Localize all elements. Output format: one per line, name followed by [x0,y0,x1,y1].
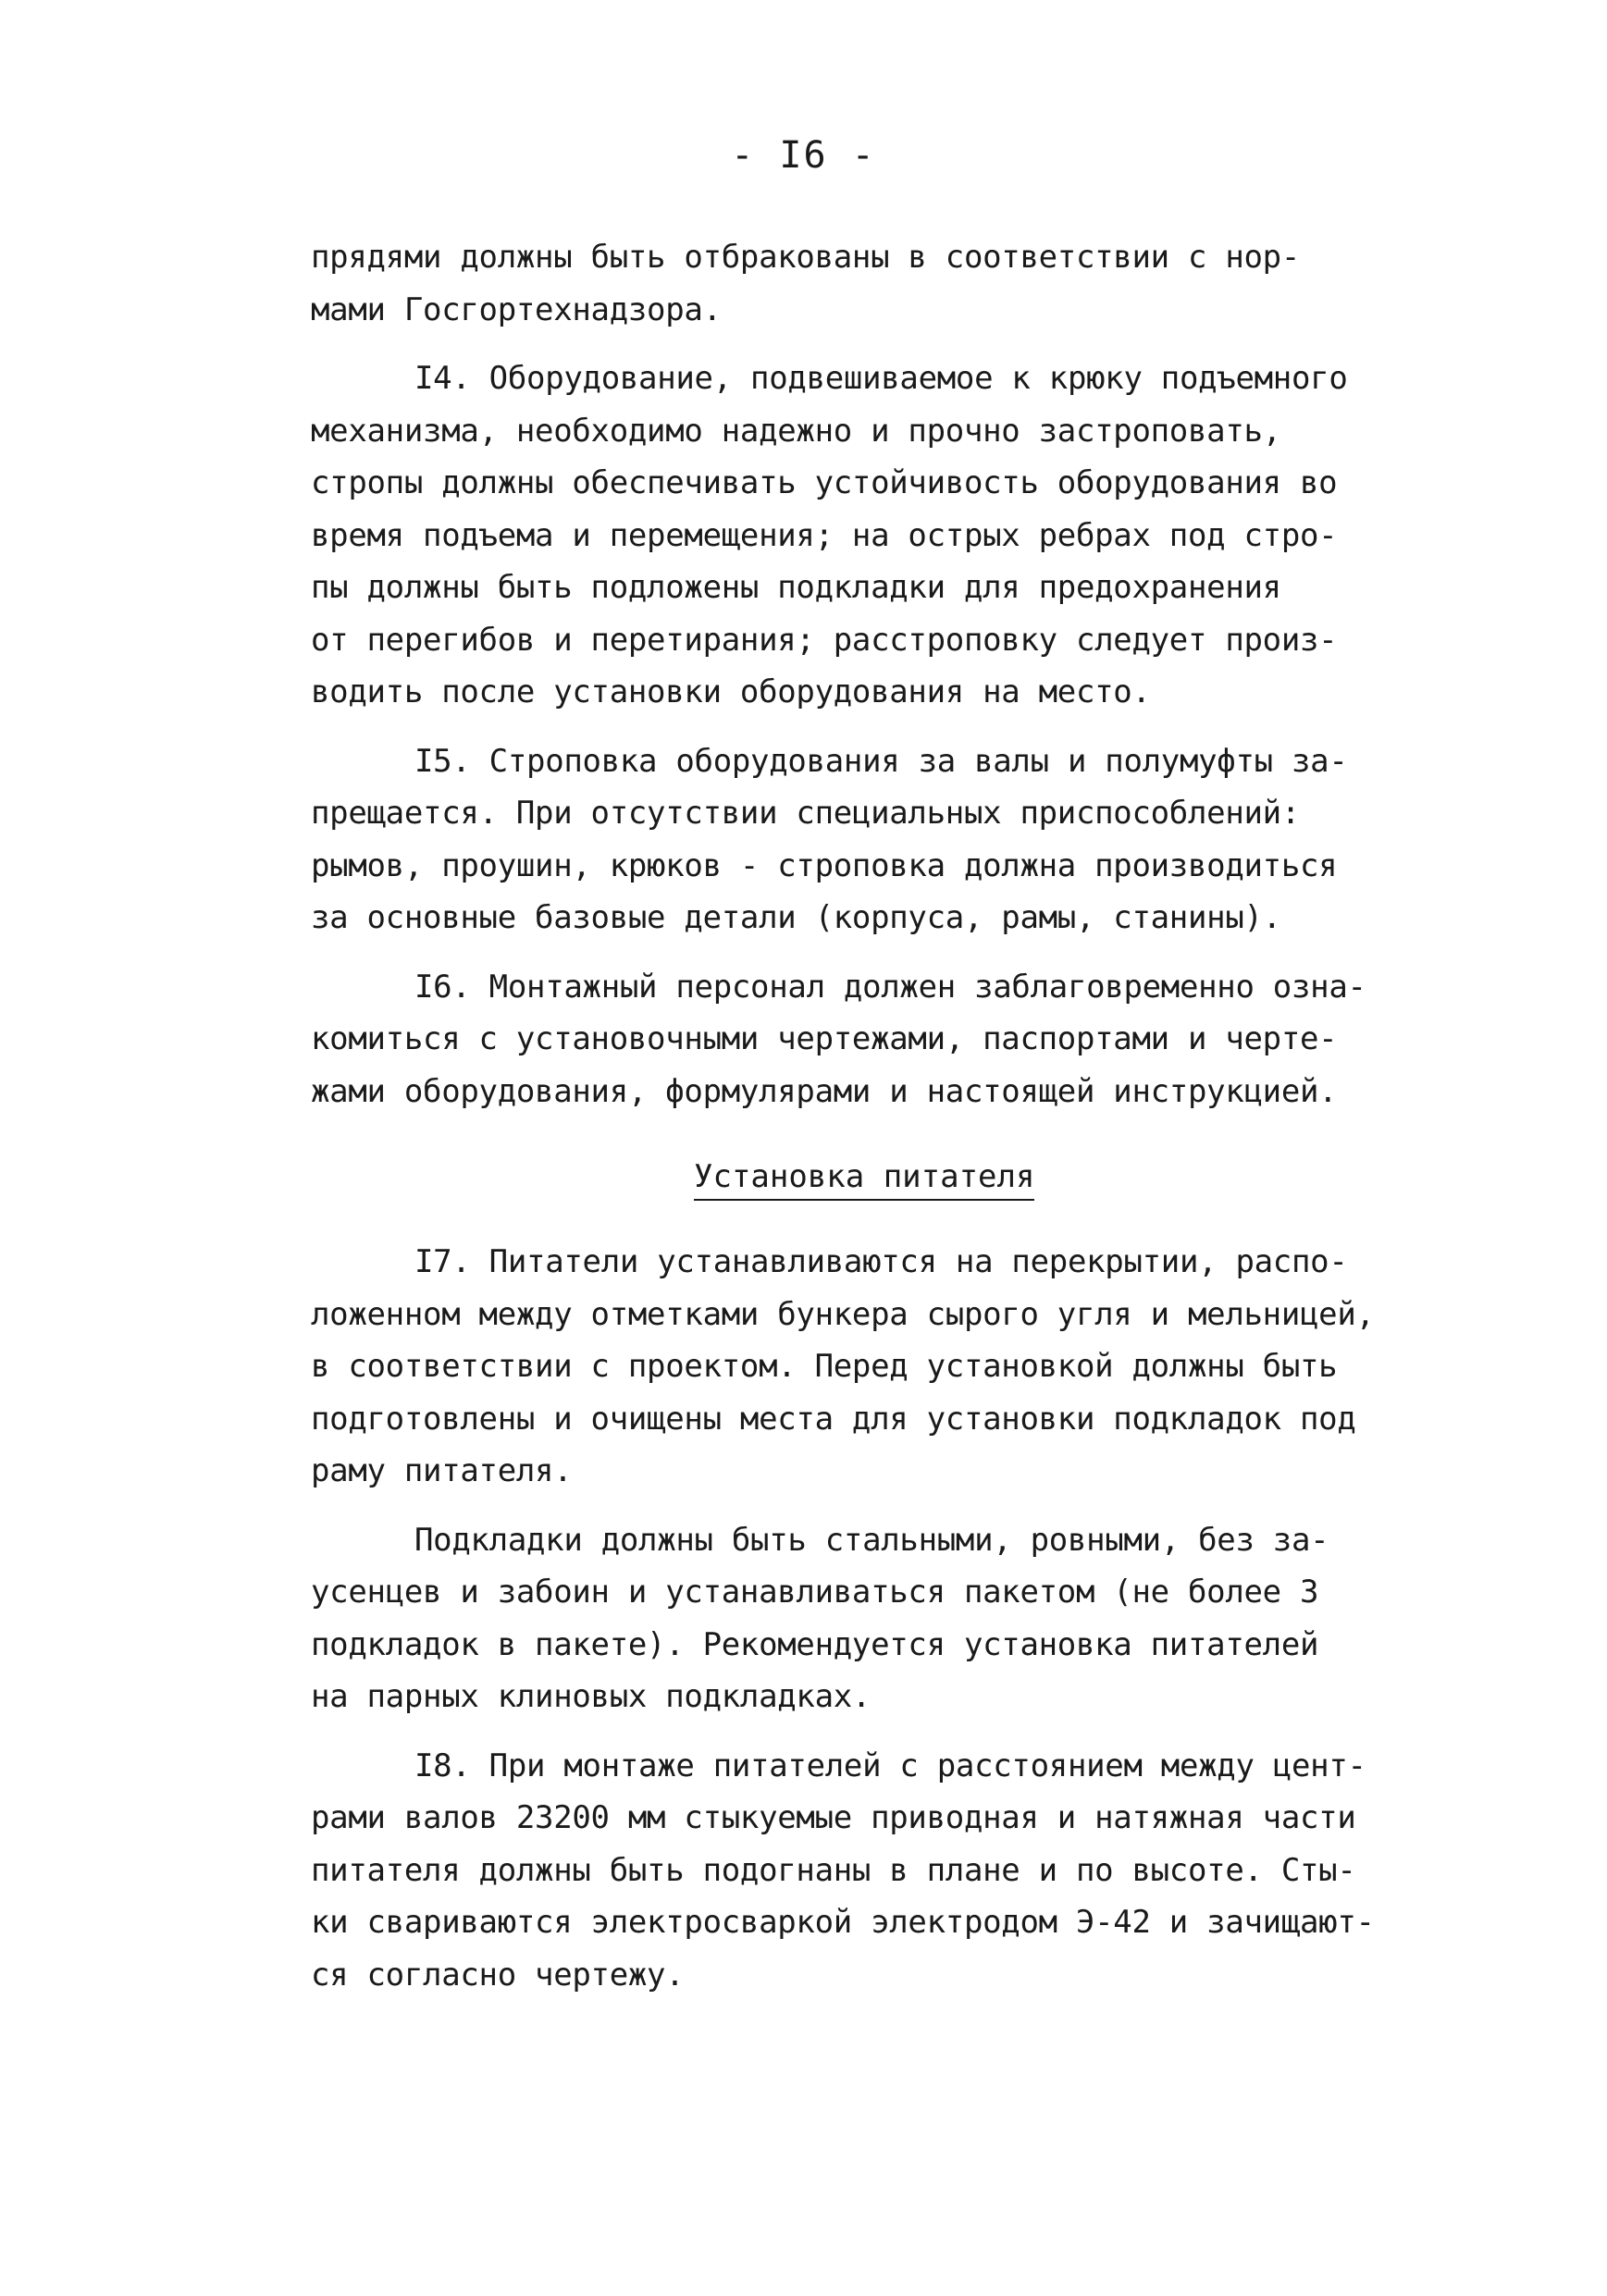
text-line: прещается. При отсутствии специальных приспособлений: [311,795,1300,832]
text-line: от перегибов и перетирания; расстроповку следует произ- [311,621,1338,659]
text-line: пы должны быть подложены подкладки для предохранения [311,569,1281,606]
text-line: механизма, необходимо надежно и прочно застроповать, [311,412,1281,450]
text-line: рами валов 23200 мм стыкуемые приводная и натяжная части [311,1799,1356,1836]
text-line: рымов, проушин, крюков - строповка должна производиться [311,846,1338,884]
page-number: - I6 - [731,134,876,177]
text-line: ложенном между отметками бункера сырого угля и мельницей, [311,1295,1375,1333]
text-line: в соответствии с проектом. Перед установкой должны быть [311,1348,1338,1385]
text-line: за основные базовые детали (корпуса, рамы, станины). [311,899,1281,936]
text-line: подготовлены и очищены места для установки подкладок под [311,1400,1356,1438]
text-line: I5. Строповка оборудования за валы и полумуфты за- [414,742,1348,780]
text-line: подкладок в пакете). Рекомендуется установка питателей [311,1625,1319,1663]
text-line: I7. Питатели устанавливаются на перекрытии, распо- [414,1243,1348,1280]
section-heading [311,1151,1514,1203]
text-line: прядями должны быть отбракованы в соответствии с нор- [311,239,1300,276]
section-heading-text: Установка питателя [694,1158,1034,1201]
text-line: I8. При монтаже питателей с расстоянием между цент- [414,1747,1366,1784]
text-line: усенцев и забоин и устанавливаться пакетом (не более 3 [311,1574,1319,1611]
text-line: I6. Монтажный персонал должен заблаговременно озна- [414,968,1366,1006]
text-line: комиться с установочными чертежами, паспортами и черте- [311,1020,1338,1057]
text-line: раму питателя. [311,1452,573,1489]
text-line: жами оборудования, формулярами и настоящей инструкцией. [311,1072,1338,1110]
text-line: ки свариваются электросваркой электродом Э-42 и зачищают- [311,1904,1375,1941]
document-body [311,231,1514,2001]
text-line: водить после установки оборудования на место. [311,673,1151,710]
text-line: на парных клиновых подкладках. [311,1678,871,1715]
text-line: ся согласно чертежу. [311,1956,685,1994]
text-line: питателя должны быть подогнаны в плане и по высоте. Сты- [311,1851,1356,1889]
text-line: I4. Оборудование, подвешиваемое к крюку подъемного [414,360,1348,397]
text-line: время подъема и перемещения; на острых ребрах под стро- [311,516,1338,554]
text-line: Подкладки должны быть стальными, ровными, без за- [414,1521,1329,1559]
text-line: стропы должны обеспечивать устойчивость оборудования во [311,464,1338,501]
text-line: мами Госгортехнадзора. [311,290,722,328]
